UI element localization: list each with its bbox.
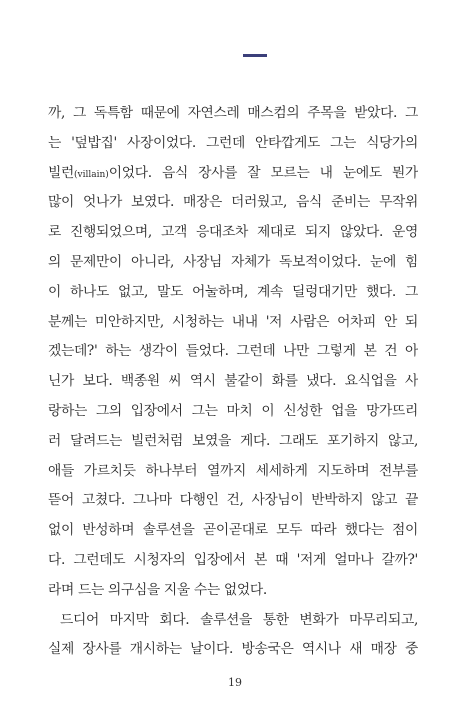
text-line: 까, 그 독특함 때문에 자연스레 매스컴의 주목을 받았다. 그 [48, 105, 418, 121]
text-line [48, 159, 418, 189]
text-line: 다. 그런데도 시청자의 입장에서 본 때 '저게 얼마나 갈까?' [48, 551, 418, 568]
text-line: 러 달려드는 빌런처럼 보였을 게다. 그래도 포기하지 않고, [48, 432, 418, 449]
text-line: 이 하나도 없고, 말도 어눌하며, 계속 딜렁대기만 했다. 그 [48, 283, 418, 300]
body-text [48, 99, 418, 665]
annotation-villain: (villain) [73, 169, 109, 180]
text-fragment: 빌런 [48, 164, 74, 181]
text-line: 뜯어 고쳤다. 그나마 다행인 건, 사장님이 반박하지 않고 끝 [48, 492, 418, 509]
text-line: 겠는데?' 하는 생각이 들었다. 그런데 나만 그렇게 본 건 아 [48, 343, 418, 360]
text-line: 없이 반성하며 솔루션을 곧이곧대로 모두 따라 했다는 점이 [48, 522, 418, 539]
text-line: 많이 엇나가 보였다. 매장은 더러웠고, 음식 준비는 무작위 [48, 194, 418, 211]
text-line: 닌가 보다. 백종원 씨 역시 불같이 화를 냈다. 요식업을 사 [48, 373, 418, 390]
text-line: 드디어 마지막 회다. 솔루션을 통한 변화가 마무리되고, [60, 611, 418, 628]
text-line: 로 진행되었으며, 고객 응대조차 제대로 되지 않았다. 운영 [48, 224, 418, 241]
page-number: 19 [228, 676, 242, 689]
text-line: 는 '덮밥집' 사장이었다. 그런데 안타깝게도 그는 식당가의 [48, 134, 418, 151]
text-line: 랑하는 그의 입장에서 그는 마치 이 신성한 업을 망가뜨리 [48, 402, 418, 419]
text-line: 실제 장사를 개시하는 날이다. 방송국은 역시나 새 매장 중 [48, 641, 418, 658]
text-line: 분께는 미안하지만, 시청하는 내내 '저 사람은 어차피 안 되 [48, 313, 418, 330]
chapter-accent-rule [243, 54, 267, 57]
text-fragment: 이었다. 음식 장사를 잘 모르는 내 눈에도 뭔가 [108, 164, 418, 181]
text-line: 의 문제만이 아니라, 사장님 자체가 독보적이었다. 눈에 힘 [48, 253, 418, 270]
text-line: 애들 가르치듯 하나부터 열까지 세세하게 지도하며 전부를 [48, 462, 418, 479]
text-line: 라며 드는 의구심을 지울 수는 없었다. [48, 581, 267, 598]
